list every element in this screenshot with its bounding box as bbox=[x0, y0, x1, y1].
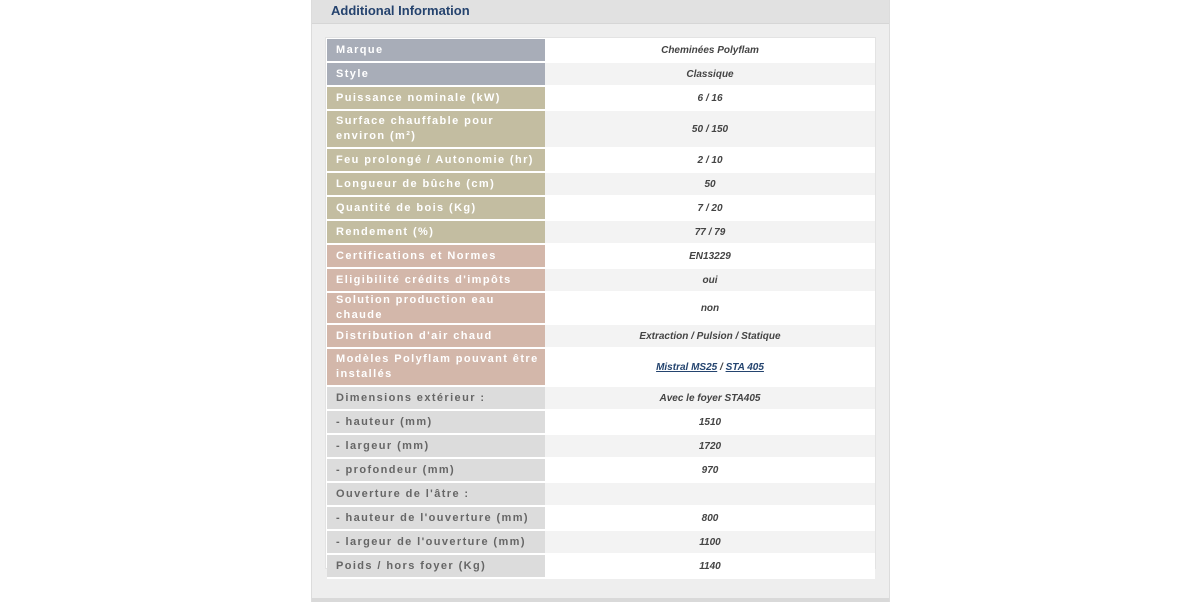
row-value: 800 bbox=[545, 507, 875, 531]
row-value: 970 bbox=[545, 459, 875, 483]
row-value: 7 / 20 bbox=[545, 197, 875, 221]
row-label: - profondeur (mm) bbox=[327, 459, 545, 483]
row-label: Modèles Polyflam pouvant être installés bbox=[327, 349, 545, 387]
row-value: 1720 bbox=[545, 435, 875, 459]
row-label: Ouverture de l'âtre : bbox=[327, 483, 545, 507]
model-link-mistral-ms25[interactable]: Mistral MS25 bbox=[656, 361, 718, 373]
row-label: Distribution d'air chaud bbox=[327, 325, 545, 349]
spec-table-container bbox=[325, 37, 876, 572]
row-value: 77 / 79 bbox=[545, 221, 875, 245]
table-row bbox=[327, 149, 875, 173]
table-row bbox=[327, 87, 875, 111]
row-label: Style bbox=[327, 63, 545, 87]
table-row bbox=[327, 555, 875, 579]
row-value: Classique bbox=[545, 63, 875, 87]
row-value: 1140 bbox=[545, 555, 875, 579]
panel-title: Additional Information bbox=[331, 3, 470, 18]
table-row bbox=[327, 39, 875, 63]
row-value: 1100 bbox=[545, 531, 875, 555]
row-value: 1510 bbox=[545, 411, 875, 435]
row-label: Marque bbox=[327, 39, 545, 63]
row-label: Feu prolongé / Autonomie (hr) bbox=[327, 149, 545, 173]
row-label: - largeur de l'ouverture (mm) bbox=[327, 531, 545, 555]
table-row bbox=[327, 197, 875, 221]
link-separator: / bbox=[717, 361, 726, 373]
table-row bbox=[327, 531, 875, 555]
row-label: Certifications et Normes bbox=[327, 245, 545, 269]
table-row bbox=[327, 387, 875, 411]
row-value: non bbox=[545, 293, 875, 325]
table-row bbox=[327, 245, 875, 269]
table-row bbox=[327, 435, 875, 459]
row-value: oui bbox=[545, 269, 875, 293]
row-label: - hauteur de l'ouverture (mm) bbox=[327, 507, 545, 531]
table-row bbox=[327, 325, 875, 349]
table-row bbox=[327, 459, 875, 483]
row-label: Rendement (%) bbox=[327, 221, 545, 245]
row-value: 50 bbox=[545, 173, 875, 197]
row-label: Poids / hors foyer (Kg) bbox=[327, 555, 545, 579]
panel-header bbox=[312, 0, 889, 24]
table-row bbox=[327, 293, 875, 325]
row-label: Dimensions extérieur : bbox=[327, 387, 545, 411]
row-label: Solution production eau chaude bbox=[327, 293, 545, 325]
row-label: - largeur (mm) bbox=[327, 435, 545, 459]
row-label: Longueur de bûche (cm) bbox=[327, 173, 545, 197]
row-value bbox=[545, 483, 875, 507]
table-row bbox=[327, 63, 875, 87]
row-value: EN13229 bbox=[545, 245, 875, 269]
model-link-sta-405[interactable]: STA 405 bbox=[725, 361, 764, 373]
row-value: Extraction / Pulsion / Statique bbox=[545, 325, 875, 349]
table-row bbox=[327, 411, 875, 435]
table-row bbox=[327, 507, 875, 531]
table-row bbox=[327, 349, 875, 387]
row-label: Puissance nominale (kW) bbox=[327, 87, 545, 111]
row-label: Eligibilité crédits d'impôts bbox=[327, 269, 545, 293]
row-value bbox=[545, 349, 875, 387]
row-value: 2 / 10 bbox=[545, 149, 875, 173]
row-label: Quantité de bois (Kg) bbox=[327, 197, 545, 221]
table-row bbox=[327, 111, 875, 149]
row-label: Surface chauffable pour environ (m²) bbox=[327, 111, 545, 149]
row-value: 50 / 150 bbox=[545, 111, 875, 149]
row-value: Cheminées Polyflam bbox=[545, 39, 875, 63]
row-label: - hauteur (mm) bbox=[327, 411, 545, 435]
table-row bbox=[327, 483, 875, 507]
spec-table bbox=[327, 39, 875, 579]
table-row bbox=[327, 173, 875, 197]
panel-bottom-border bbox=[312, 598, 889, 602]
table-row bbox=[327, 221, 875, 245]
row-value: 6 / 16 bbox=[545, 87, 875, 111]
additional-information-panel bbox=[311, 0, 890, 602]
table-row bbox=[327, 269, 875, 293]
row-value: Avec le foyer STA405 bbox=[545, 387, 875, 411]
